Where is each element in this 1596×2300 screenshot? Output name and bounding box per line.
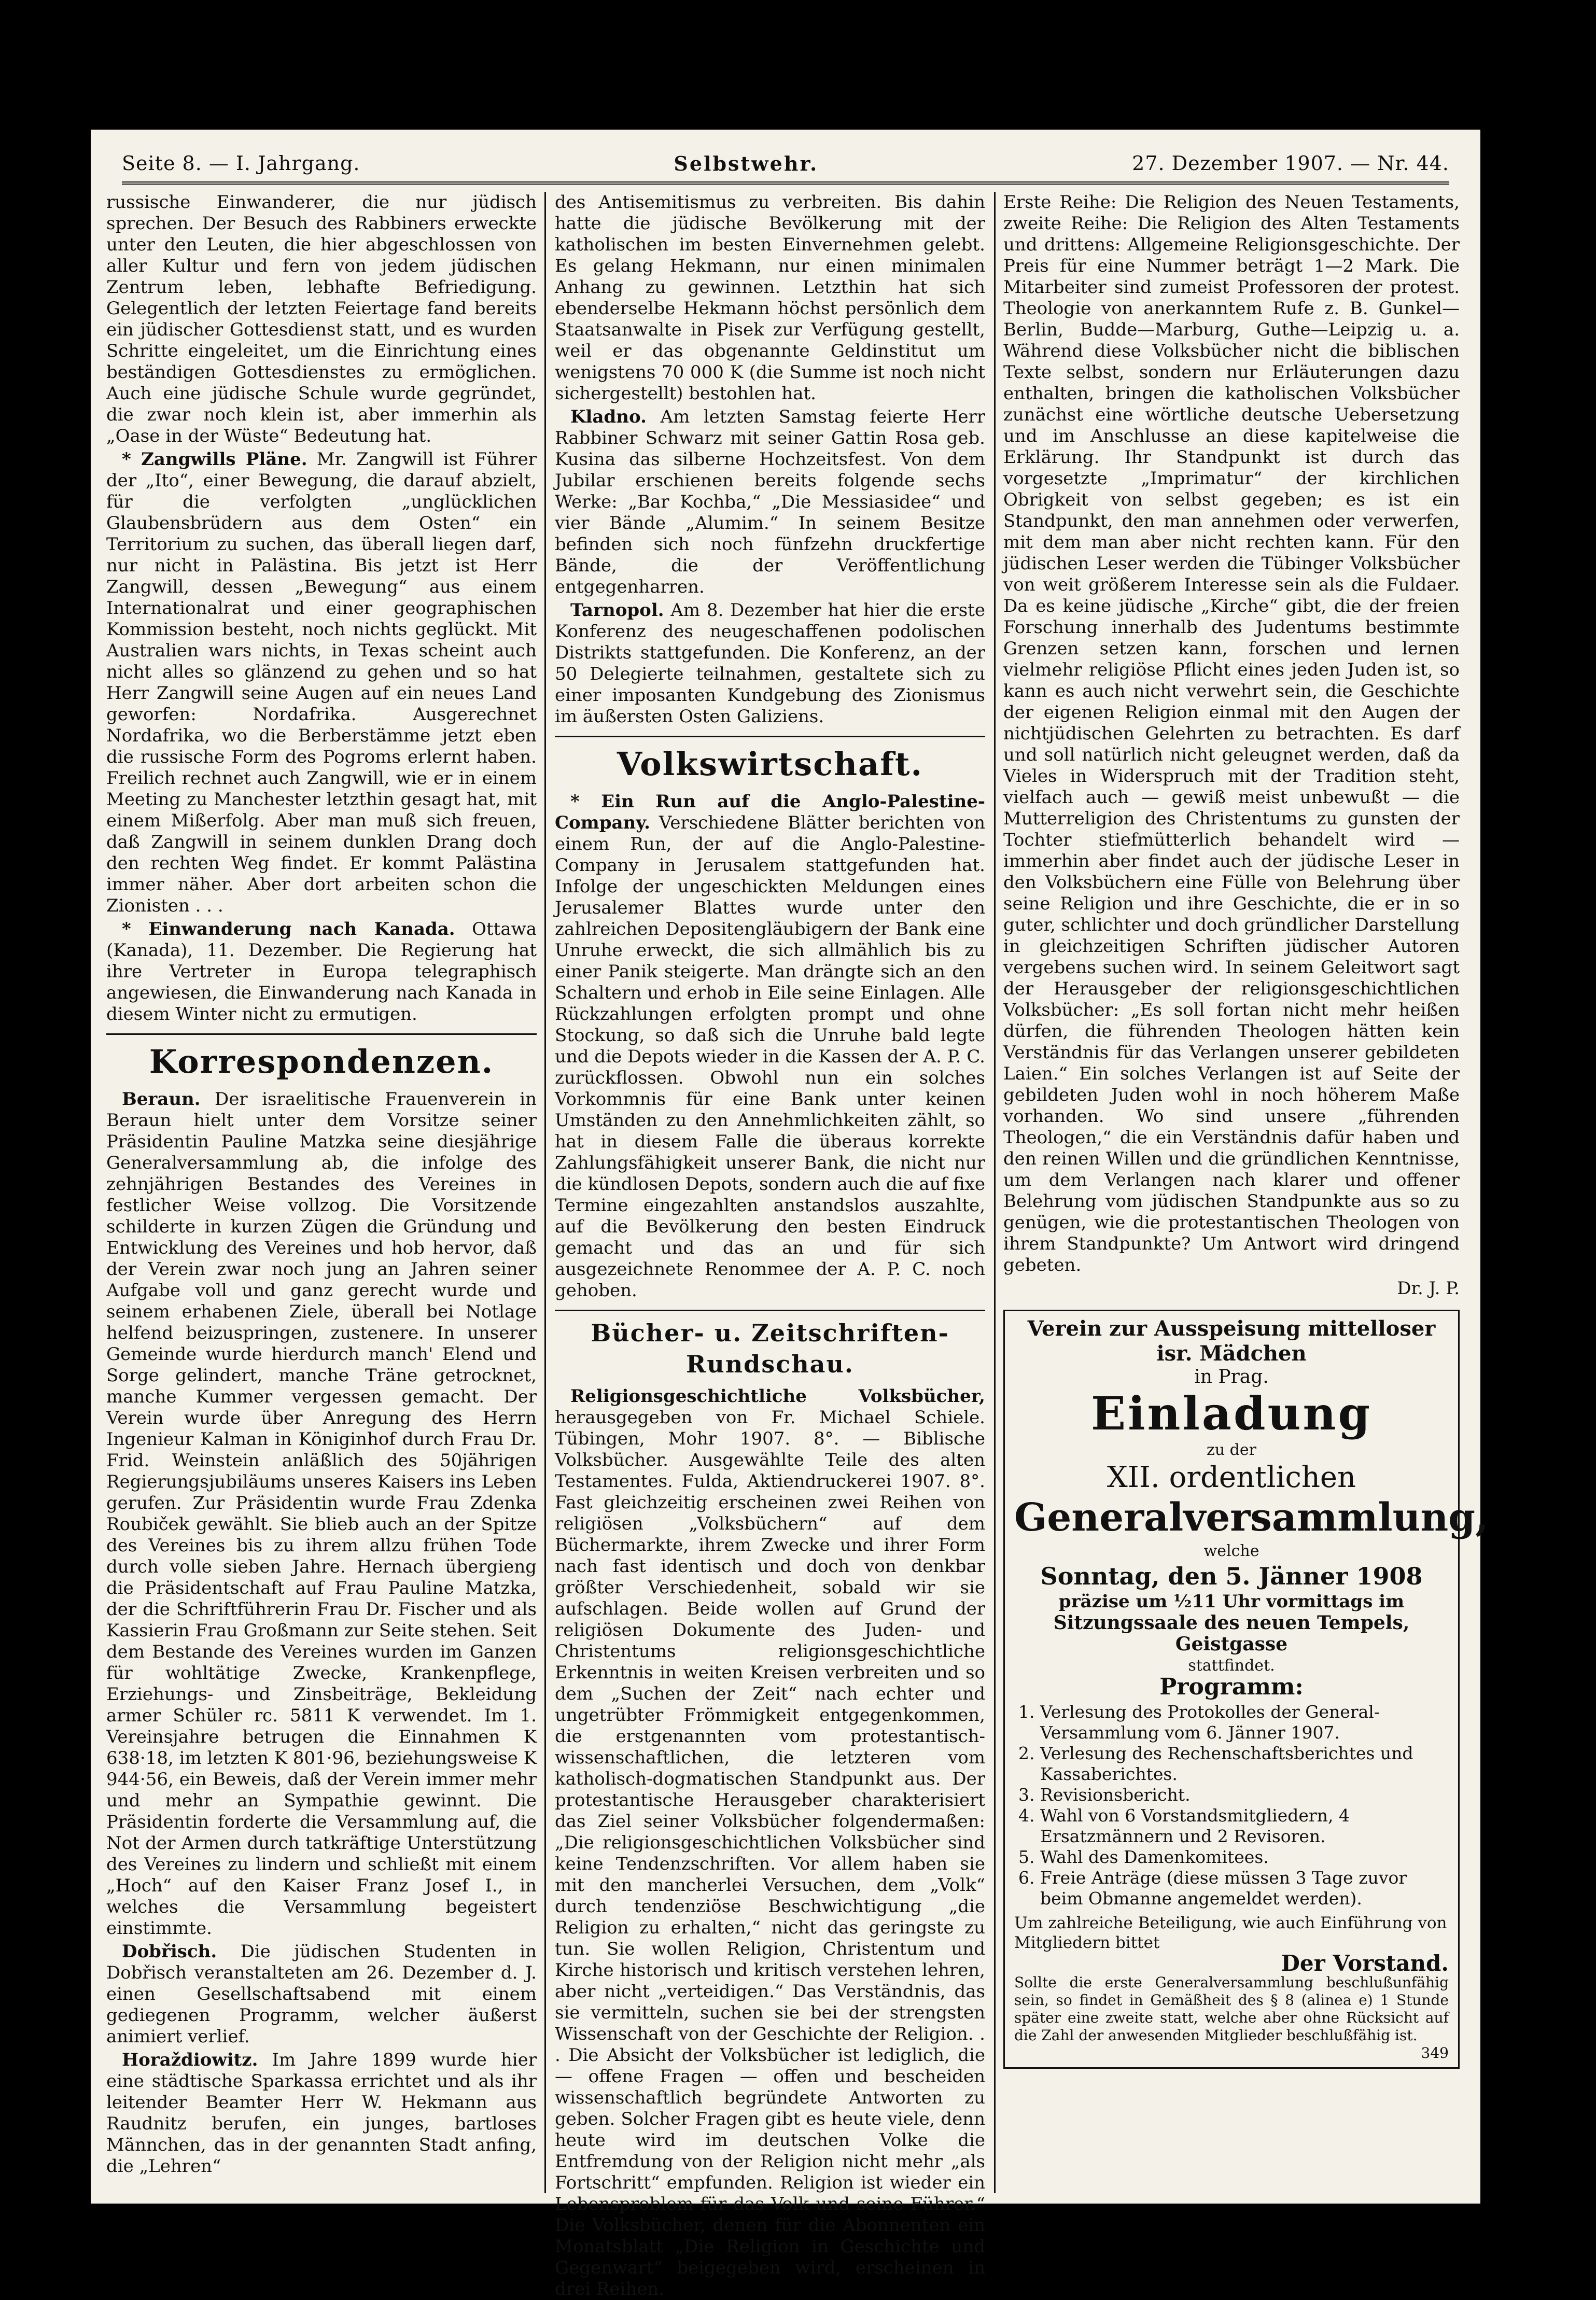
ad-heading: Generalversammlung, [1014, 1495, 1489, 1540]
article-lead: Horaždiowitz. [122, 2050, 258, 2070]
list-item: 1. Verlesung des Protokolles der General-Versammlung vom 6. Jänner 1907. [1040, 1702, 1449, 1743]
column-rule-2 [994, 192, 996, 2193]
ad-footnote: Sollte die erste Generalversammlung beschlußunfähig sein, so findet in Gemäßheit des § 8 (alinea e) 1 Stunde später eine zweite statt, welche aber ohne Rücksicht auf die Zahl der anwesenden Mitglieder beschlußfähig ist. [1014, 1974, 1449, 2044]
newspaper-page [91, 130, 1489, 2299]
article-lead: * Ein Run auf die Anglo-Palestine-Company. [555, 791, 985, 833]
article-text: Der israelitische Frauenverein in Beraun hielt unter dem Vorsitze seiner Präsidentin Pauline Matzka seine diesjährige Generalversammlung ab, die infolge des zehnjährigen Bestandes des Vereines in festlicher Weise vollzog. Die Vorsitzende schilderte in kurzen Zügen die Gründung und Entwicklung des Vereines und hob hervor, daß der Verein zwar noch jung an Jahren seiner Aufgabe voll und ganz gerecht wurde und seinem erhabenen Ziele, überall bei Notlage helfend beizuspringen, zustenere. In unserer Gemeinde wurde hierdurch manch' Elend und Sorge gelindert, manche Träne getrocknet, manche Kummer vergessen gemacht. Der Verein wurde über Anregung des Herrn Ingenieur Kalman in Königinhof durch Frau Dr. Frid. Weinstein anläßlich des 50jährigen Regierungsjubiläums unseres Kaisers ins Leben gerufen. Zur Präsidentin wurde Frau Zdenka Roubiček gewählt. Sie blieb auch an der Spitze des Vereines bis zu ihrem allzu frühen Tode durch volle sieben Jahre. Hernach übergieng die Präsidentschaft auf Frau Pauline Matzka, der die Schriftführerin Frau Dr. Fischer und als Kassierin Frau Großmann zur Seite stehen. Seit dem Bestande des Vereines wurden im Ganzen für wohltätige Zwecke, Krankenpflege, Erziehungs- und Zinsbeiträge, Bekleidung armer Schüler rc. 5811 K verwendet. Im 1. Vereinsjahre betrugen die Einnahmen K 638·18, im letzten K 801·96, beziehungsweise K 944·56, ein Beweis, daß der Verein immer mehr und mehr an Sympathie gewinnt. Die Präsidentin forderte die Versammlung auf, die Not der Armen durch tatkräftige Unterstützung des Vereines zu lindern und schließt mit einem „Hoch“ auf den Kaiser Franz Josef I., in welches die Versammlung begeistert einstimmte. [106, 1089, 537, 1939]
list-item: 3. Revisionsbericht. [1040, 1785, 1449, 1805]
section-heading-volkswirtschaft: Volkswirtschaft. [555, 736, 985, 785]
ad-city: in Prag. [1194, 1366, 1269, 1387]
article-anglo-palestine [555, 791, 985, 1301]
article-text: des Antisemitismus zu verbreiten. Bis dahin hatte die jüdische Bevölkerung mit der katholischen im besten Einvernehmen gelebt. Es gelang Hekmann, nur einen minimalen Anhang zu gewinnen. Letzthin hat sich ebenderselbe Hekmann höchst persönlich dem Staatsanwalte in Pisek zur Verfügung gestellt, weil er das obgenannte Geldinstitut um wenigstens 70 000 K (die Summe ist noch nicht sichergestellt) bestohlen hat. [555, 192, 985, 404]
article-text: Im Jahre 1899 wurde hier eine städtische Sparkassa errichtet und als ihr leitender Beamter Herr W. Hekmann aus Raudnitz berufen, ein junges, bartloses Männchen, das in der genannten Stadt anfing, die „Lehren“ [106, 2050, 537, 2177]
column-2 [555, 192, 985, 2299]
article-volksbuecher [555, 1386, 985, 2300]
article-lead: Dobřisch. [122, 1941, 217, 1962]
ad-text: XII. ordentlichen [1107, 1461, 1356, 1494]
article-lead: * Einwanderung nach Kanada. [122, 919, 455, 939]
section-heading-rundschau: Bücher- u. Zeitschriften-Rundschau. [555, 1310, 985, 1380]
article-text: Verschiedene Blätter berichten von einem Run, der auf die Anglo-Palestine-Company in Jerusalem stattgefunden hat. Infolge der ungeschickten Meldungen eines Jerusalemer Blattes wurde unter den zahlreichen Depositengläubigern der Bank eine Unruhe erweckt, die sich allmählich bis zu einer Panik steigerte. Man drängte sich an den Schaltern und erhob in Eile seine Einlagen. Alle Rückzahlungen erfolgten prompt und ohne Stockung, so daß sich die Unruhe bald legte und die Depots wieder in die Kassen der A. P. C. zurückflossen. Obwohl nun ein solches Vorkommnis für eine Bank unter keinen Umständen zu den Annehmlichkeiten zählt, so hat in diesem Falle die überaus korrekte Zahlungsfähigkeit unserer Bank, die nicht nur die kündlosen Depots, sondern auch die auf fixe Termine eingezahlten anstandslos auszahlte, auf die Bevölkerung den besten Eindruck gemacht und das an und für sich ausgezeichnete Renommee der A. P. C. noch gehoben. [555, 812, 985, 1301]
ad-note: Um zahlreiche Beteiligung, wie auch Einführung von Mitgliedern bittet [1014, 1914, 1447, 1952]
ad-date: Sonntag, den 5. Jänner 1908 [1040, 1562, 1423, 1590]
author-signature: Dr. J. P. [1397, 1278, 1460, 1299]
header-left: Seite 8. — I. Jahrgang. [122, 152, 360, 175]
column-3 [1003, 192, 1489, 2193]
ad-signature: Der Vorstand. [1281, 1951, 1449, 1976]
article-beraun [106, 1089, 537, 1939]
article-dobrisch [106, 1941, 537, 2047]
article-tarnopol [555, 600, 985, 727]
advertisement-invitation [1003, 1310, 1489, 2069]
article-lead: Religionsgeschichtliche Volksbücher, [570, 1386, 985, 1407]
article-text: herausgegeben von Fr. Michael Schiele. Tübingen, Mohr 1907. 8°. — Biblische Volksbücher. Ausgewählte Teile des alten Testamentes. Fulda, Aktiendruckerei 1907. 8°. Fast gleichzeitig erscheinen zwei Reihen von religiösen „Volksbüchern“ auf dem Büchermarkte, ihrem Zwecke und ihrer Form nach fast identisch und doch von denkbar größter Verschiedenheit, sobald wir sie aufschlagen. Beide wollen auf Grund der religiösen Dokumente des Juden- und Christentums religionsgeschichtliche Erkenntnis in weiten Kreisen verbreiten und so dem „Suchen der Zeit“ nach echter und ungetrübter Frömmigkeit entgegenkommen, die erstgenannten vom protestantisch-wissenschaftlichen, die letzteren vom katholisch-dogmatischen Standpunkt aus. Der protestantische Herausgeber charakterisiert das Ziel seiner Volksbücher folgendermaßen: „Die religionsgeschichtlichen Volksbücher sind keine Tendenzschriften. Vor allem haben sie mit den mancherlei Versuchen, dem „Volk“ durch tendenziöse Beschwichtigung „die Religion zu erhalten,“ nicht das geringste zu tun. Sie wollen Religion, Christentum und Kirche historisch und kritisch verstehen lehren, aber nicht „verteidigen.“ Das Verständnis, das sie vermitteln, suchen sie bei der strengsten Wissenschaft von der Geschichte der Religion. . . Die Absicht der Volksbücher ist lediglich, die — offene Fragen — offen und bescheiden wissenschaftlich begründete Antworten zu geben. Solcher Fragen gibt es heute viele, denn heute wird im deutschen Volke die Entfremdung von der Religion nicht mehr „als Fortschritt“ empfunden. Religion ist wieder ein Lebensproblem für das Volk und seine Führer.“ Die Volksbücher, denen für die Abonnenten ein Monatsblatt „Die Religion in Geschichte und Gegenwart“ beigegeben wird, erscheinen in drei Reihen. [555, 1407, 985, 2299]
page-header [122, 145, 1449, 185]
list-item: 4. Wahl von 6 Vorstandsmitgliedern, 4 Ersatzmännern und 2 Revisoren. [1040, 1805, 1449, 1847]
ad-time: präzise um ½11 Uhr vormittags im [1058, 1591, 1405, 1612]
section-heading-korrespondenzen: Korrespondenzen. [106, 1033, 537, 1083]
ad-text: welche [1203, 1542, 1259, 1560]
ad-code: 349 [1421, 2044, 1449, 2061]
article-kanada [106, 919, 537, 1025]
ad-location: Sitzungssaale des neuen Tempels, Geistgasse [1053, 1612, 1410, 1655]
header-right: 27. Dezember 1907. — Nr. 44. [1132, 152, 1449, 175]
article-lead: * Zangwills Pläne. [122, 449, 307, 470]
list-item: 5. Wahl des Damenkomitees. [1040, 1847, 1449, 1868]
article-text: Am letzten Samstag feierte Herr Rabbiner Schwarz mit seiner Gattin Rosa geb. Kusina das silberne Hochzeitsfest. Von dem Jubilar erschienen bereits folgende sechs Werke: „Bar Kochba,“ „Die Messiasidee“ und vier Bände „Alumim.“ In seinem Besitze befinden sich noch fünfzehn druckfertige Bände, die der Veröffentlichung entgegenharren. [555, 406, 985, 597]
article-lead: Kladno. [570, 406, 647, 427]
article-text: Mr. Zangwill ist Führer der „Ito“, einer Bewegung, die darauf abzielt, für die verfolgten „unglücklichen Glaubensbrüdern aus dem Osten“ ein Territorium zu suchen, das überall liegen darf, nur nicht in Palästina. Bis jetzt ist Herr Zangwill, dessen „Bewegung“ aus einem Internationalrat und einer geographischen Kommission besteht, noch nichts geglückt. Mit Australien wars nichts, in Texas scheint auch nicht alles so glänzend zu gehen und so hat Herr Zangwill seine Augen auf ein neues Land geworfen: Nordafrika. Ausgerechnet Nordafrika, wo die Berberstämme jetzt eben die russische Form des Pogroms erlernt haben. Freilich rechnet auch Zangwill, wie er in einem Meeting zu Manchester letzthin gesagt hat, mit einem Mißerfolg. Aber man muß sich freuen, daß Zangwill in seinem dunklen Drang doch den rechten Weg findet. Er kommt Palästina immer näher. Aber dort arbeiten schon die Zionisten . . . [106, 449, 537, 916]
ad-organization: Verein zur Ausspeisung mittelloser isr. Mädchen [1027, 1316, 1436, 1366]
list-item: 2. Verlesung des Rechenschaftsberichtes und Kassaberichtes. [1040, 1743, 1449, 1785]
list-item: 6. Freie Anträge (diese müssen 3 Tage zuvor beim Obmanne angemeldet werden). [1040, 1868, 1449, 1909]
ad-program-list [1014, 1702, 1449, 1909]
article-zangwill [106, 449, 537, 917]
article-lead: Beraun. [122, 1089, 201, 1110]
ad-text: zu der [1207, 1441, 1256, 1459]
masthead-title: Selbstwehr. [674, 151, 819, 175]
article-horazdiowitz [106, 2050, 537, 2177]
article-text: Erste Reihe: Die Religion des Neuen Testaments, zweite Reihe: Die Religion des Alten Testaments und drittens: Allgemeine Religionsgeschichte. Der Preis für eine Nummer beträgt 1—2 Mark. Die Mitarbeiter sind zumeist Professoren der protest. Theologie von anerkanntem Rufe z. B. Gunkel—Berlin, Budde—Marburg, Guthe—Leipzig u. a. Während diese Volksbücher nicht die biblischen Texte selbst, sondern nur Erläuterungen dazu enthalten, bringen die katholischen Volksbücher zunächst eine wörtliche deutsche Uebersetzung und im Anschlusse an diese kapitelweise die Erklärung. Ihr Standpunkt ist durch das vorgesetzte „Imprimatur“ der kirchlichen Obrigkeit von selbst gegeben; es ist ein Standpunkt, den man annehmen oder verwerfen, mit dem man aber nicht rechten kann. Für den jüdischen Leser werden die Tübinger Volksbücher von weit größerem Interesse sein als die Fuldaer. Da es keine jüdische „Kirche“ gibt, die der freien Forschung innerhalb des Judentums bestimmte Grenzen setzen kann, forschen und lernen vielmehr religiöse Pflicht eines jeden Juden ist, so kann es auch nicht verwehrt sein, die Geschichte der eigenen Religion einmal mit den Augen der nichtjüdischen Gelehrten zu betrachten. Es darf und soll natürlich nicht geleugnet werden, daß da Vieles in Widerspruch mit der Tradition steht, vielfach auch — gewiß meist unbewußt — die Mutterreligion des Christentums zu gunsten der Tochter stiefmütterlich behandelt wird — immerhin aber findet auch der jüdische Leser in den Volksbüchern eine Fülle von Belehrung über seine Religion und ihre Geschichte, die er in so guter, schlichter und doch gründlicher Darstellung in gleichzeitigen Schriften jüdischer Autoren vergebens suchen wird. In seinem Geleitwort sagt der Herausgeber der religionsgeschichtlichen Volksbücher: „Es soll fortan nicht mehr heißen dürfen, die führenden Theologen hätten kein Verständnis für das Verlangen unserer gebildeten Laien.“ Ein solches Verlangen ist auf Seite der gebildeten Juden wohl in noch höherem Maße vorhanden. Wo sind unsere „führenden Theologen,“ die ein Verständnis dafür haben und den reinen Willen und die gründlichen Kenntnisse, um dem Verlangen nach klarer und offener Belehrung vom jüdischen Standpunkte aus so zu genügen, wie die protestantischen Theologen von ihrem Standpunkte? Um Antwort wird dringend gebeten. [1003, 192, 1460, 1275]
ad-text: stattfindet. [1188, 1657, 1275, 1675]
article-text: Die jüdischen Studenten in Dobřisch veranstalteten am 26. Dezember d. J. einen Gesellschaftsabend mit einem gediegenen Programm, welcher äußerst animiert verlief. [106, 1941, 537, 2047]
article-text: Am 8. Dezember hat hier die erste Konferenz des neugeschaffenen podolischen Distrikts stattgefunden. Die Konferenz, an der 50 Delegierte teilnahmen, gestaltete sich zu einer imposanten Kundgebung des Zionismus im äußersten Osten Galiziens. [555, 600, 985, 727]
article-kladno [555, 406, 985, 598]
article-lead: Tarnopol. [570, 600, 664, 621]
ad-program-heading: Programm: [1159, 1674, 1304, 1700]
article-text: russische Einwanderer, die nur jüdisch sprechen. Der Besuch des Rabbiners erweckte unter den Leuten, die hier abgeschlossen von aller Kultur und fern von jedem jüdischen Zentrum leben, lebhafte Befriedigung. Gelegentlich der letzten Feiertage fand bereits ein jüdischer Gottesdienst statt, und es wurden Schritte eingeleitet, um die Einrichtung eines beständigen Gottesdienstes zu ermöglichen. Auch eine jüdische Schule wurde gegründet, die zwar noch klein ist, aber immerhin als „Oase in der Wüste“ Bedeutung hat. [106, 192, 537, 446]
column-rule-1 [544, 192, 546, 2193]
article-text: Ottawa (Kanada), 11. Dezember. Die Regierung hat ihre Vertreter in Europa telegraphisch angewiesen, die Einwanderung nach Kanada in diesem Winter nicht zu ermutigen. [106, 919, 537, 1025]
column-1 [106, 192, 537, 2193]
ad-title: Einladung [1091, 1386, 1372, 1440]
